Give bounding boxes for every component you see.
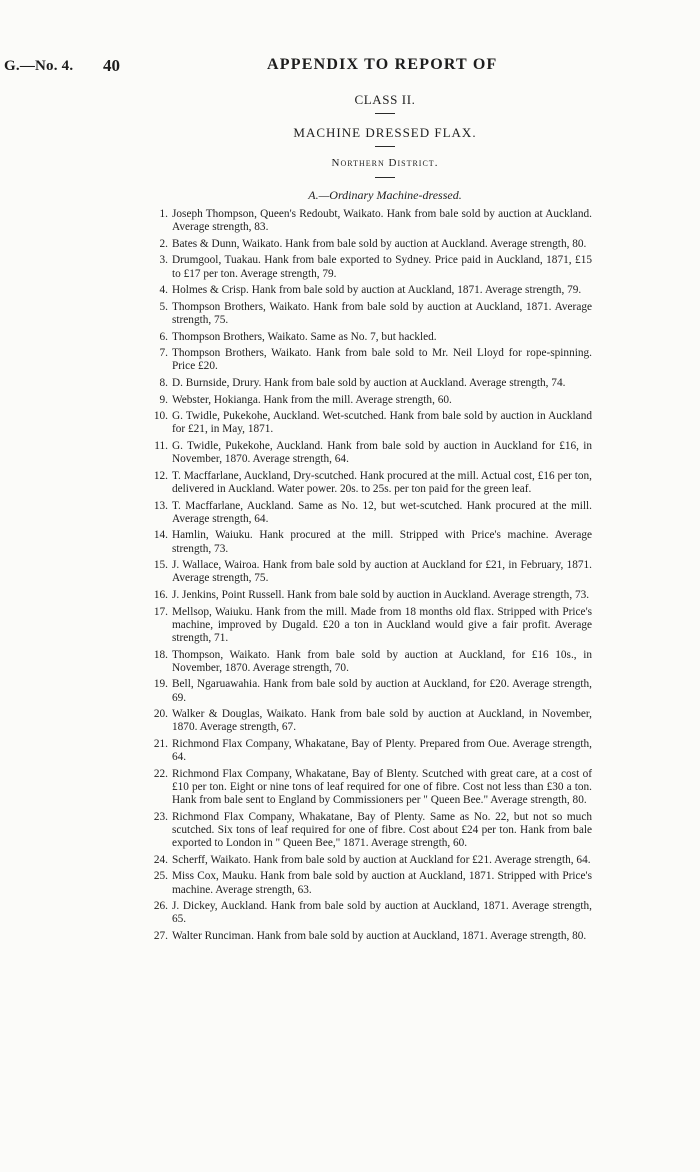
list-item	[150, 500, 592, 526]
entry-text: Thompson, Waikato. Hank from bale sold by auction at Auckland, for £16 10s., in November, 1870. Average strength, 70.	[172, 648, 592, 674]
entry-number: 17.	[153, 605, 168, 618]
entry-number: 18.	[153, 648, 168, 661]
entry-text: Joseph Thompson, Queen's Redoubt, Waikato. Hank from bale sold by auction at Auckland. Average strength, 83.	[172, 208, 592, 234]
entry-number: 25.	[153, 870, 168, 883]
entry-text: Thompson Brothers, Waikato. Same as No. 7, but hackled.	[172, 330, 437, 343]
entry-text: Walker & Douglas, Waikato. Hank from bale sold by auction at Auckland, in November, 1870. Average strength, 67.	[172, 708, 592, 734]
divider-rule	[375, 177, 395, 178]
divider-rule	[375, 146, 395, 147]
subsection-heading: A.—Ordinary Machine-dressed.	[308, 188, 462, 202]
running-title: APPENDIX TO REPORT OF	[267, 56, 498, 73]
list-item	[150, 559, 592, 585]
entry-number: 27.	[153, 929, 168, 942]
entry-text: J. Jenkins, Point Russell. Hank from bale sold by auction in Auckland. Average strength, 73.	[172, 588, 590, 601]
divider-rule	[375, 113, 395, 114]
list-item	[150, 238, 592, 251]
entry-number: 9.	[159, 393, 168, 406]
list-item	[150, 377, 592, 390]
list-item	[150, 870, 592, 896]
list-item	[150, 529, 592, 555]
entry-text: Bell, Ngaruawahia. Hank from bale sold by auction at Auckland, for £20. Average strength, 69.	[172, 678, 592, 704]
entry-text: Mellsop, Waiuku. Hank from the mill. Made from 18 months old flax. Stripped with Price's machine, improved by Dugald. £20 a ton in Auckland would give a fair profit. Average strength, 71.	[172, 605, 592, 644]
entry-number: 5.	[159, 300, 168, 313]
entry-text: Richmond Flax Company, Whakatane, Bay of Blenty. Scutched with great care, at a cost of £10 per ton. Eight or nine tons of leaf required for one of fibre. Cost not less than £30 a ton. Hank from bale sent to England by Commissioners per " Queen Bee." Average strength, 80.	[172, 767, 592, 807]
list-item	[150, 854, 592, 867]
entry-number: 10.	[153, 410, 168, 423]
entry-number: 20.	[153, 708, 168, 721]
entry-number: 22.	[153, 767, 168, 780]
entry-number: 21.	[153, 737, 168, 750]
district-heading: Northern District.	[331, 157, 439, 169]
list-item	[150, 440, 592, 466]
entry-text: G. Twidle, Pukekohe, Auckland. Hank from bale sold by auction in Auckland for £16, in November, 1870. Average strength, 64.	[172, 439, 592, 466]
entry-text: Hamlin, Waiuku. Hank procured at the mill. Stripped with Price's machine. Average strength, 73.	[172, 529, 592, 555]
list-item	[150, 254, 592, 280]
list-item	[150, 768, 592, 808]
list-item	[150, 394, 592, 407]
entry-text: Richmond Flax Company, Whakatane, Bay of Plenty. Prepared from Oue. Average strength, 64.	[172, 737, 592, 764]
section-heading: MACHINE DRESSED FLAX.	[293, 125, 477, 140]
entry-list	[150, 208, 592, 947]
list-item	[150, 208, 592, 234]
list-item	[150, 649, 592, 675]
entry-number: 7.	[159, 347, 168, 360]
entry-number: 3.	[159, 254, 168, 267]
entry-text: J. Dickey, Auckland. Hank from bale sold by auction at Auckland, 1871. Average strength, 65.	[172, 900, 592, 926]
entry-text: T. Macffarlane, Auckland, Dry-scutched. Hank procured at the mill. Actual cost, £16 per ton, delivered in Auckland. Water power. 20s. to 25s. per ton paid for the green leaf.	[172, 469, 592, 495]
entry-text: Holmes & Crisp. Hank from bale sold by auction at Auckland, 1871. Average strength, 79.	[172, 284, 582, 297]
entry-number: 13.	[153, 499, 168, 512]
list-item	[150, 284, 592, 297]
entry-number: 14.	[153, 529, 168, 542]
entry-number: 12.	[153, 469, 168, 482]
entry-text: Thompson Brothers, Waikato. Hank from bale sold to Mr. Neil Lloyd for rope-spinning. Price £20.	[172, 347, 592, 373]
entry-text: D. Burnside, Drury. Hank from bale sold by auction at Auckland. Average strength, 74.	[172, 376, 566, 389]
page-number: 40	[103, 56, 120, 75]
entry-text: Miss Cox, Mauku. Hank from bale sold by auction at Auckland, 1871. Stripped with Price's machine. Average strength, 63.	[172, 870, 592, 896]
entry-text: T. Macffarlane, Auckland. Same as No. 12, but wet-scutched. Hank procured at the mill. Average strength, 64.	[172, 499, 592, 525]
list-item	[150, 331, 592, 344]
list-item	[150, 738, 592, 764]
list-item	[150, 900, 592, 926]
list-item	[150, 708, 592, 734]
list-item	[150, 410, 592, 436]
entry-number: 19.	[153, 678, 168, 691]
entry-text: J. Wallace, Wairoa. Hank from bale sold by auction at Auckland for £21, in February, 1871. Average strength, 75.	[172, 559, 592, 585]
entry-text: Richmond Flax Company, Whakatane, Bay of Plenty. Same as No. 22, but not so much scutched. Six tons of leaf required for one of fibre. Cost about £24 per ton. Hank from bale exported to London in " Queen Bee," 1871. Average strength, 60.	[172, 810, 592, 850]
list-item	[150, 930, 592, 943]
list-item	[150, 606, 592, 646]
list-item	[150, 347, 592, 373]
entry-number: 24.	[153, 853, 168, 866]
entry-text: Drumgool, Tuakau. Hank from bale exported to Sydney. Price paid in Auckland, 1871, £15 to £17 per ton. Average strength, 79.	[172, 254, 592, 280]
entry-number: 2.	[159, 237, 168, 250]
entry-number: 11.	[154, 439, 168, 452]
entry-number: 23.	[153, 810, 168, 823]
entry-number: 15.	[153, 559, 168, 572]
entry-text: Webster, Hokianga. Hank from the mill. Average strength, 60.	[172, 393, 452, 406]
list-item	[150, 301, 592, 327]
entry-text: Scherff, Waikato. Hank from bale sold by auction at Auckland for £21. Average strength, 64.	[172, 853, 591, 866]
list-item	[150, 589, 592, 602]
entry-number: 1.	[159, 208, 168, 220]
class-heading: CLASS II.	[354, 92, 416, 107]
entry-number: 26.	[153, 900, 168, 913]
list-item	[150, 811, 592, 851]
document-reference: G.—No. 4.	[4, 58, 74, 74]
entry-number: 6.	[159, 330, 168, 343]
entry-text: Thompson Brothers, Waikato. Hank from bale sold by auction at Auckland, 1871. Average strength, 75.	[172, 300, 592, 326]
entry-text: G. Twidle, Pukekohe, Auckland. Wet-scutched. Hank from bale sold by auction in Auckland for £21, in May, 1871.	[172, 410, 592, 436]
entry-number: 4.	[159, 284, 168, 297]
entry-text: Bates & Dunn, Waikato. Hank from bale sold by auction at Auckland. Average strength, 80.	[172, 237, 587, 250]
entry-number: 8.	[159, 376, 168, 389]
entry-text: Walter Runciman. Hank from bale sold by auction at Auckland, 1871. Average strength, 80.	[172, 929, 587, 942]
list-item	[150, 678, 592, 704]
list-item	[150, 470, 592, 496]
entry-number: 16.	[153, 588, 168, 601]
